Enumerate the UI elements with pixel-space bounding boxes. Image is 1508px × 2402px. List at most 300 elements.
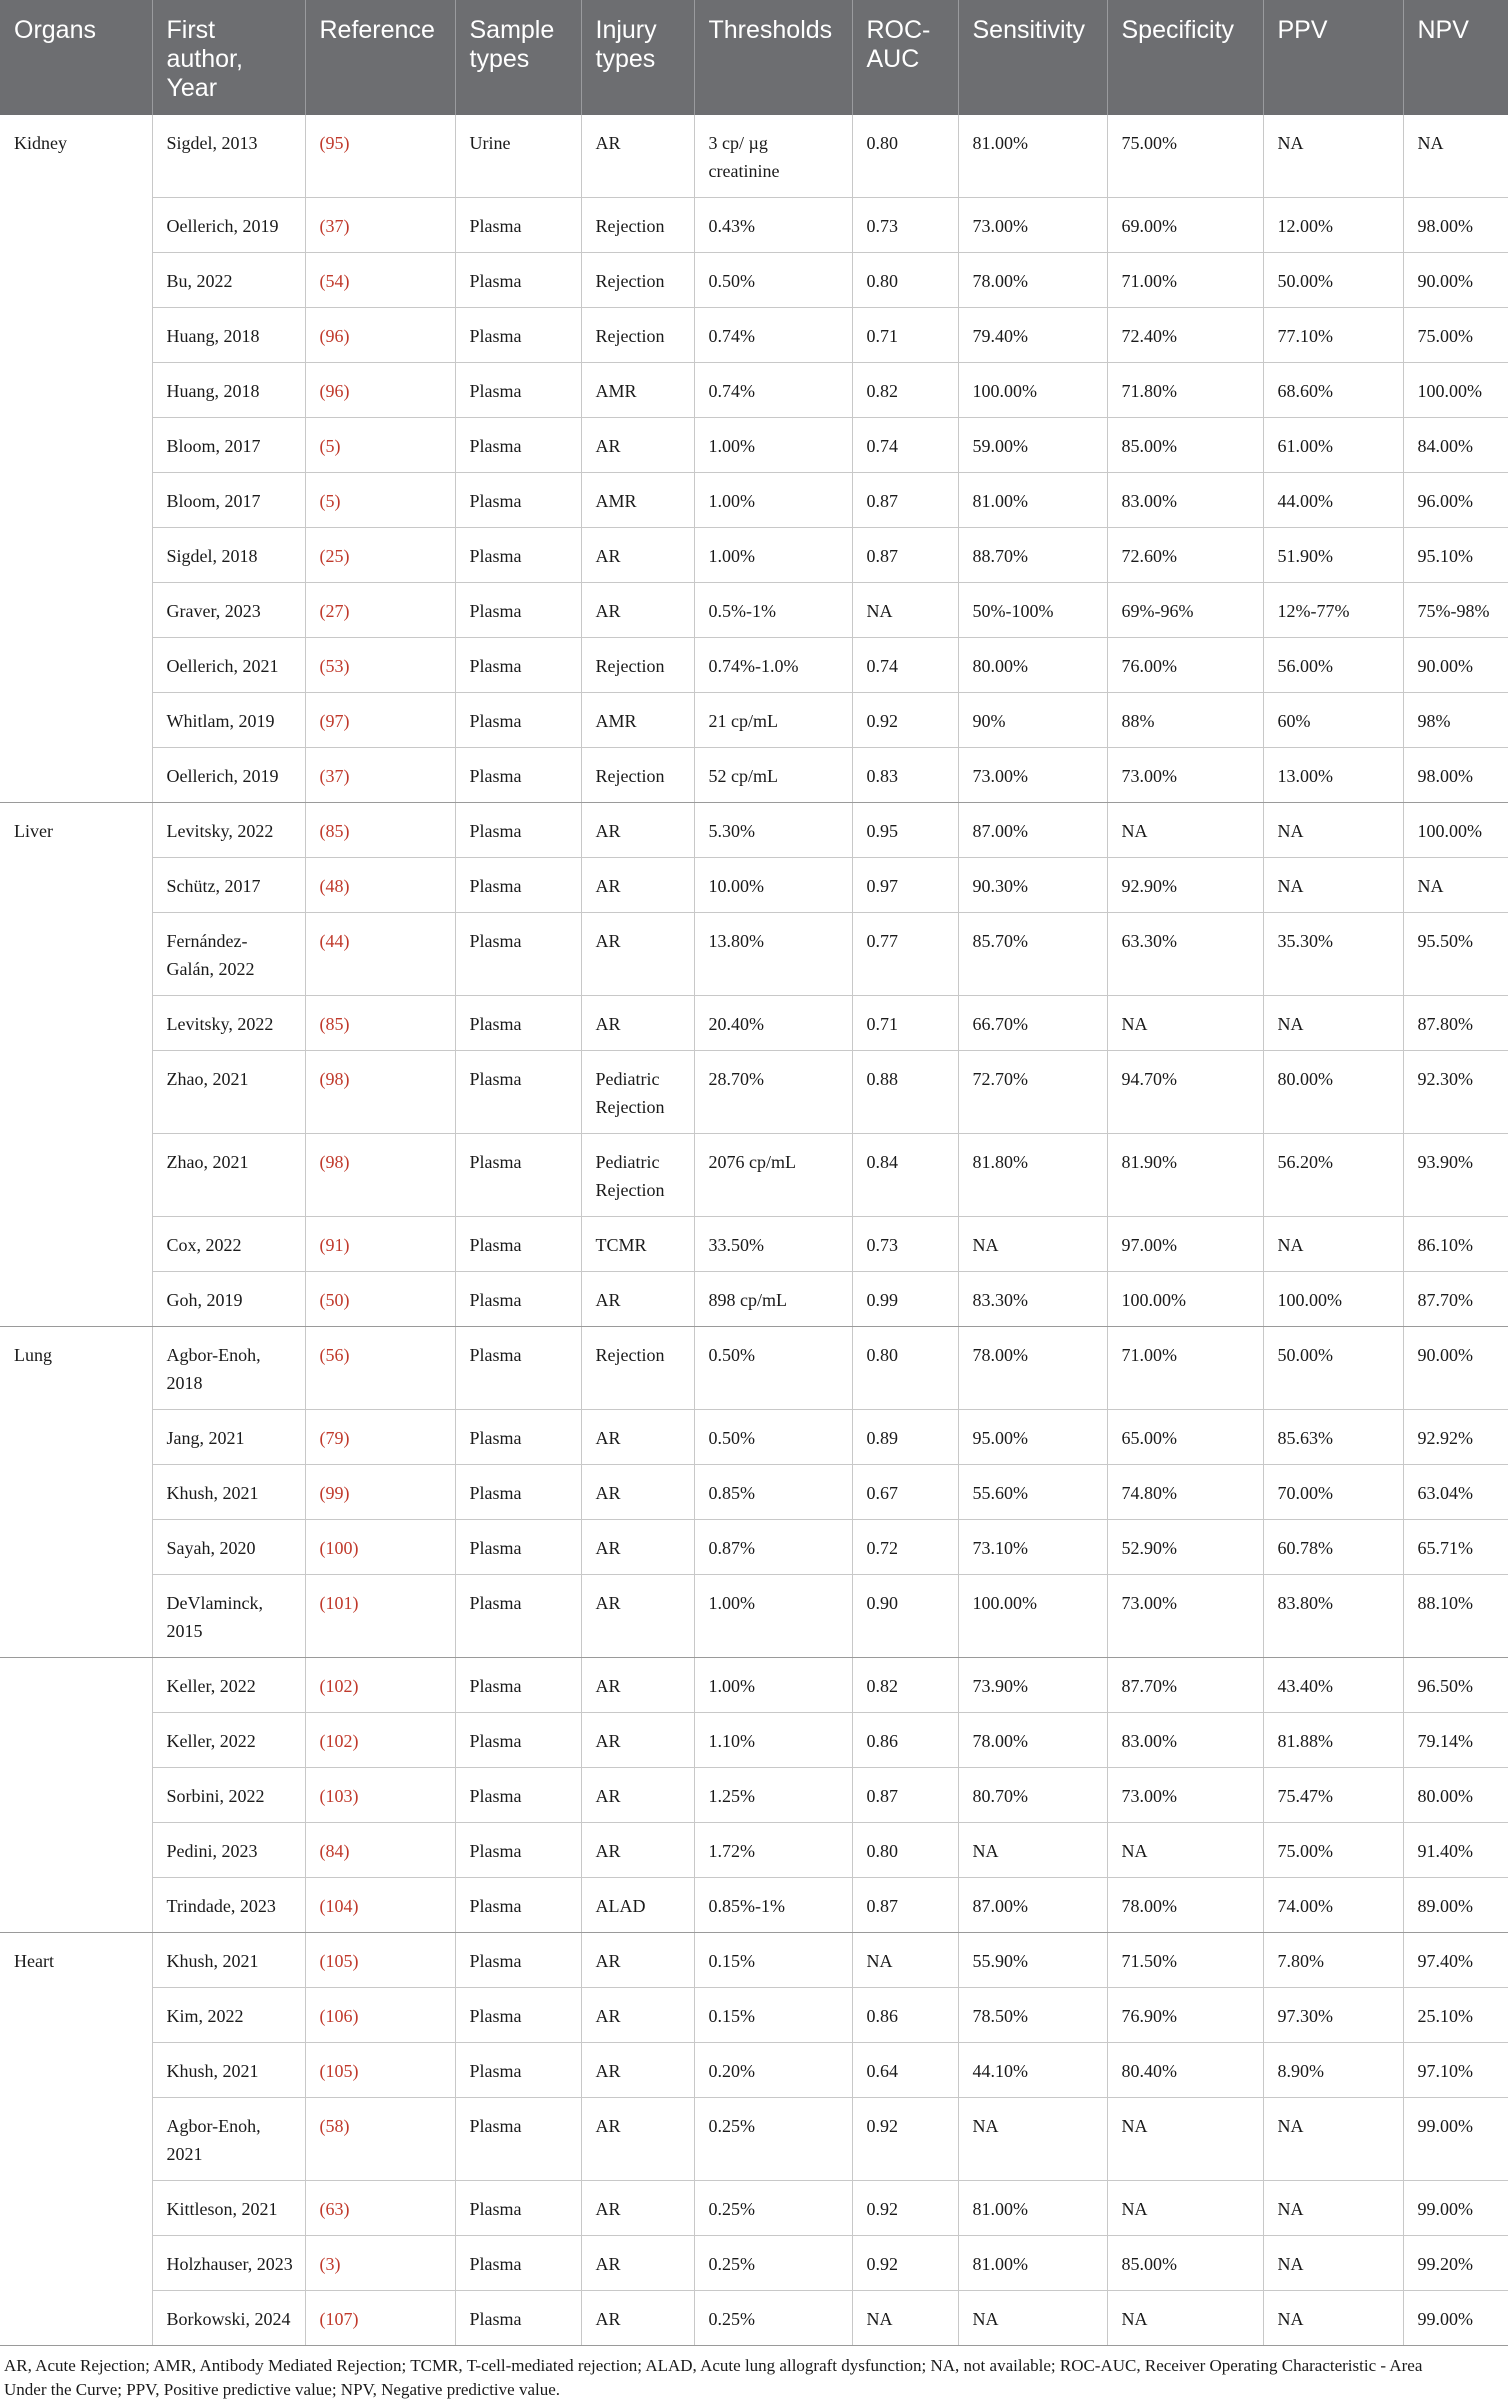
reference-cell: (84): [305, 1823, 455, 1878]
npv-cell: 25.10%: [1403, 1988, 1508, 2043]
specificity-cell: 76.90%: [1107, 1988, 1263, 2043]
sample-type-cell: Plasma: [455, 1575, 581, 1658]
ppv-cell: 70.00%: [1263, 1465, 1403, 1520]
reference-link[interactable]: 5: [325, 491, 335, 511]
threshold-cell: 0.20%: [694, 2043, 852, 2098]
reference-cell: (5): [305, 473, 455, 528]
specificity-cell: 63.30%: [1107, 913, 1263, 996]
sensitivity-cell: 100.00%: [958, 1575, 1107, 1658]
sensitivity-cell: 81.00%: [958, 2181, 1107, 2236]
injury-type-cell: Rejection: [581, 748, 694, 803]
threshold-cell: 0.43%: [694, 198, 852, 253]
reference-cell: (102): [305, 1713, 455, 1768]
npv-cell: 92.30%: [1403, 1051, 1508, 1134]
table-row: [0, 803, 1508, 858]
sample-type-cell: Plasma: [455, 913, 581, 996]
threshold-cell: 21 cp/mL: [694, 693, 852, 748]
specificity-cell: 94.70%: [1107, 1051, 1263, 1134]
ppv-cell: 51.90%: [1263, 528, 1403, 583]
sensitivity-cell: 73.00%: [958, 198, 1107, 253]
specificity-cell: NA: [1107, 2098, 1263, 2181]
sensitivity-cell: NA: [958, 2291, 1107, 2346]
reference-link[interactable]: 98: [325, 1152, 344, 1172]
specificity-cell: 72.60%: [1107, 528, 1263, 583]
first-author-cell: Bloom, 2017: [152, 473, 305, 528]
reference-cell: (25): [305, 528, 455, 583]
table-row: [0, 2043, 1508, 2098]
ppv-cell: 61.00%: [1263, 418, 1403, 473]
specificity-cell: 80.40%: [1107, 2043, 1263, 2098]
ppv-cell: 75.00%: [1263, 1823, 1403, 1878]
reference-cell: (91): [305, 1217, 455, 1272]
reference-link[interactable]: 37: [325, 216, 344, 236]
reference-cell: (106): [305, 1988, 455, 2043]
reference-cell: (27): [305, 583, 455, 638]
first-author-cell: Levitsky, 2022: [152, 803, 305, 858]
reference-link[interactable]: 106: [325, 2006, 353, 2026]
roc-auc-cell: 0.71: [852, 308, 958, 363]
roc-auc-cell: 0.95: [852, 803, 958, 858]
reference-cell: (103): [305, 1768, 455, 1823]
reference-link[interactable]: 98: [325, 1069, 344, 1089]
threshold-cell: 0.50%: [694, 253, 852, 308]
threshold-cell: 0.74%: [694, 363, 852, 418]
specificity-cell: 76.00%: [1107, 638, 1263, 693]
table-row: [0, 2098, 1508, 2181]
sensitivity-cell: 85.70%: [958, 913, 1107, 996]
npv-cell: NA: [1403, 858, 1508, 913]
table-row: [0, 115, 1508, 198]
sensitivity-cell: 73.00%: [958, 748, 1107, 803]
threshold-cell: 0.87%: [694, 1520, 852, 1575]
roc-auc-cell: 0.87: [852, 473, 958, 528]
reference-link[interactable]: 84: [325, 1841, 344, 1861]
roc-auc-cell: 0.80: [852, 1327, 958, 1410]
reference-link[interactable]: 107: [325, 2309, 353, 2329]
reference-cell: (58): [305, 2098, 455, 2181]
header-reference: Reference: [305, 0, 455, 115]
npv-cell: 79.14%: [1403, 1713, 1508, 1768]
first-author-cell: DeVlaminck, 2015: [152, 1575, 305, 1658]
header-sample-types: Sample types: [455, 0, 581, 115]
sample-type-cell: Plasma: [455, 1823, 581, 1878]
reference-cell: (5): [305, 418, 455, 473]
reference-link[interactable]: 25: [325, 546, 344, 566]
ppv-cell: NA: [1263, 2098, 1403, 2181]
injury-type-cell: AR: [581, 1272, 694, 1327]
npv-cell: 86.10%: [1403, 1217, 1508, 1272]
table-row: [0, 1410, 1508, 1465]
threshold-cell: 1.00%: [694, 1658, 852, 1713]
specificity-cell: 73.00%: [1107, 1768, 1263, 1823]
injury-type-cell: Pediatric Rejection: [581, 1051, 694, 1134]
table-row: [0, 638, 1508, 693]
reference-cell: (100): [305, 1520, 455, 1575]
reference-link[interactable]: 96: [325, 326, 344, 346]
table-row: [0, 1823, 1508, 1878]
reference-link[interactable]: 53: [325, 656, 344, 676]
reference-link[interactable]: 54: [325, 271, 344, 291]
roc-auc-cell: 0.99: [852, 1272, 958, 1327]
ppv-cell: 85.63%: [1263, 1410, 1403, 1465]
sample-type-cell: Plasma: [455, 308, 581, 363]
sample-type-cell: Plasma: [455, 1051, 581, 1134]
sample-type-cell: Plasma: [455, 1933, 581, 1988]
roc-auc-cell: 0.90: [852, 1575, 958, 1658]
table-row: [0, 1933, 1508, 1988]
first-author-cell: Levitsky, 2022: [152, 996, 305, 1051]
npv-cell: 89.00%: [1403, 1878, 1508, 1933]
reference-link[interactable]: 79: [325, 1428, 344, 1448]
first-author-cell: Sigdel, 2018: [152, 528, 305, 583]
specificity-cell: 71.00%: [1107, 253, 1263, 308]
sample-type-cell: Plasma: [455, 1327, 581, 1410]
reference-link[interactable]: 95: [325, 133, 344, 153]
first-author-cell: Khush, 2021: [152, 2043, 305, 2098]
first-author-cell: Keller, 2022: [152, 1658, 305, 1713]
reference-cell: (105): [305, 2043, 455, 2098]
injury-type-cell: AR: [581, 2181, 694, 2236]
ppv-cell: 56.00%: [1263, 638, 1403, 693]
ppv-cell: 97.30%: [1263, 1988, 1403, 2043]
sample-type-cell: Plasma: [455, 1878, 581, 1933]
first-author-cell: Sayah, 2020: [152, 1520, 305, 1575]
specificity-cell: 65.00%: [1107, 1410, 1263, 1465]
sensitivity-cell: 72.70%: [958, 1051, 1107, 1134]
reference-link[interactable]: 58: [325, 2116, 344, 2136]
threshold-cell: 898 cp/mL: [694, 1272, 852, 1327]
sample-type-cell: Plasma: [455, 1988, 581, 2043]
table-row: [0, 1272, 1508, 1327]
specificity-cell: 71.80%: [1107, 363, 1263, 418]
reference-link[interactable]: 27: [325, 601, 344, 621]
reference-link[interactable]: 100: [325, 1538, 353, 1558]
roc-auc-cell: 0.92: [852, 2098, 958, 2181]
threshold-cell: 1.10%: [694, 1713, 852, 1768]
first-author-cell: Oellerich, 2021: [152, 638, 305, 693]
ppv-cell: 100.00%: [1263, 1272, 1403, 1327]
sample-type-cell: Plasma: [455, 748, 581, 803]
npv-cell: 80.00%: [1403, 1768, 1508, 1823]
sensitivity-cell: 80.70%: [958, 1768, 1107, 1823]
table-row: [0, 1713, 1508, 1768]
table-row: [0, 996, 1508, 1051]
reference-cell: (50): [305, 1272, 455, 1327]
npv-cell: 84.00%: [1403, 418, 1508, 473]
header-roc-auc: ROC-AUC: [852, 0, 958, 115]
sensitivity-cell: 95.00%: [958, 1410, 1107, 1465]
reference-link[interactable]: 91: [325, 1235, 344, 1255]
reference-cell: (97): [305, 693, 455, 748]
ppv-cell: 74.00%: [1263, 1878, 1403, 1933]
specificity-cell: 75.00%: [1107, 115, 1263, 198]
organ-cell: Heart: [0, 1933, 152, 2346]
roc-auc-cell: 0.87: [852, 1878, 958, 1933]
roc-auc-cell: NA: [852, 2291, 958, 2346]
first-author-cell: Agbor-Enoh, 2018: [152, 1327, 305, 1410]
reference-link[interactable]: 105: [325, 1951, 353, 1971]
sample-type-cell: Plasma: [455, 2098, 581, 2181]
threshold-cell: 1.00%: [694, 1575, 852, 1658]
ppv-cell: 13.00%: [1263, 748, 1403, 803]
ppv-cell: 44.00%: [1263, 473, 1403, 528]
threshold-cell: 0.25%: [694, 2098, 852, 2181]
reference-cell: (37): [305, 748, 455, 803]
table-row: [0, 418, 1508, 473]
injury-type-cell: AR: [581, 2291, 694, 2346]
table-row: [0, 1768, 1508, 1823]
sensitivity-cell: NA: [958, 1217, 1107, 1272]
reference-cell: (104): [305, 1878, 455, 1933]
table-row: [0, 363, 1508, 418]
npv-cell: 90.00%: [1403, 1327, 1508, 1410]
injury-type-cell: AR: [581, 2043, 694, 2098]
table-row: [0, 1988, 1508, 2043]
sample-type-cell: Plasma: [455, 1658, 581, 1713]
ppv-cell: 35.30%: [1263, 913, 1403, 996]
reference-cell: (102): [305, 1658, 455, 1713]
roc-auc-cell: 0.92: [852, 693, 958, 748]
header-row: [0, 0, 1508, 115]
specificity-cell: 73.00%: [1107, 748, 1263, 803]
specificity-cell: NA: [1107, 2291, 1263, 2346]
threshold-cell: 52 cp/mL: [694, 748, 852, 803]
specificity-cell: 83.00%: [1107, 1713, 1263, 1768]
ppv-cell: 75.47%: [1263, 1768, 1403, 1823]
reference-cell: (54): [305, 253, 455, 308]
reference-link[interactable]: 48: [325, 876, 344, 896]
roc-auc-cell: 0.97: [852, 858, 958, 913]
sample-type-cell: Plasma: [455, 1520, 581, 1575]
roc-auc-cell: NA: [852, 583, 958, 638]
first-author-cell: Zhao, 2021: [152, 1051, 305, 1134]
specificity-cell: 52.90%: [1107, 1520, 1263, 1575]
npv-cell: 95.10%: [1403, 528, 1508, 583]
threshold-cell: 0.5%-1%: [694, 583, 852, 638]
reference-link[interactable]: 96: [325, 381, 344, 401]
table-row: [0, 748, 1508, 803]
reference-link[interactable]: 85: [325, 821, 344, 841]
first-author-cell: Kittleson, 2021: [152, 2181, 305, 2236]
sensitivity-cell: 66.70%: [958, 996, 1107, 1051]
table-row: [0, 198, 1508, 253]
injury-type-cell: Rejection: [581, 198, 694, 253]
specificity-cell: 83.00%: [1107, 473, 1263, 528]
reference-link[interactable]: 105: [325, 2061, 353, 2081]
reference-link[interactable]: 104: [325, 1896, 353, 1916]
roc-auc-cell: 0.67: [852, 1465, 958, 1520]
ppv-cell: 60.78%: [1263, 1520, 1403, 1575]
reference-link[interactable]: 102: [325, 1676, 353, 1696]
sample-type-cell: Plasma: [455, 638, 581, 693]
npv-cell: 99.00%: [1403, 2291, 1508, 2346]
threshold-cell: 1.00%: [694, 418, 852, 473]
roc-auc-cell: 0.71: [852, 996, 958, 1051]
sample-type-cell: Plasma: [455, 528, 581, 583]
roc-auc-cell: 0.86: [852, 1713, 958, 1768]
reference-link[interactable]: 63: [325, 2199, 344, 2219]
sensitivity-cell: 81.00%: [958, 473, 1107, 528]
npv-cell: 63.04%: [1403, 1465, 1508, 1520]
injury-type-cell: AR: [581, 1713, 694, 1768]
first-author-cell: Sorbini, 2022: [152, 1768, 305, 1823]
threshold-cell: 0.74%: [694, 308, 852, 363]
table-row: [0, 1465, 1508, 1520]
injury-type-cell: AMR: [581, 693, 694, 748]
sensitivity-cell: 80.00%: [958, 638, 1107, 693]
threshold-cell: 1.72%: [694, 1823, 852, 1878]
sample-type-cell: Urine: [455, 115, 581, 198]
header-specificity: Specificity: [1107, 0, 1263, 115]
reference-cell: (96): [305, 363, 455, 418]
injury-type-cell: AR: [581, 1575, 694, 1658]
reference-cell: (107): [305, 2291, 455, 2346]
sample-type-cell: Plasma: [455, 583, 581, 638]
npv-cell: 87.70%: [1403, 1272, 1508, 1327]
first-author-cell: Huang, 2018: [152, 308, 305, 363]
specificity-cell: 71.00%: [1107, 1327, 1263, 1410]
ppv-cell: 43.40%: [1263, 1658, 1403, 1713]
reference-link[interactable]: 37: [325, 766, 344, 786]
threshold-cell: 0.85%: [694, 1465, 852, 1520]
npv-cell: 91.40%: [1403, 1823, 1508, 1878]
header-organs: Organs: [0, 0, 152, 115]
first-author-cell: Oellerich, 2019: [152, 748, 305, 803]
threshold-cell: 33.50%: [694, 1217, 852, 1272]
ppv-cell: 60%: [1263, 693, 1403, 748]
specificity-cell: 73.00%: [1107, 1575, 1263, 1658]
threshold-cell: 5.30%: [694, 803, 852, 858]
threshold-cell: 0.25%: [694, 2291, 852, 2346]
roc-auc-cell: 0.83: [852, 748, 958, 803]
sensitivity-cell: 78.00%: [958, 1327, 1107, 1410]
sensitivity-cell: 87.00%: [958, 803, 1107, 858]
sample-type-cell: Plasma: [455, 1410, 581, 1465]
npv-cell: 93.90%: [1403, 1134, 1508, 1217]
sensitivity-cell: 59.00%: [958, 418, 1107, 473]
reference-link[interactable]: 50: [325, 1290, 344, 1310]
table-row: [0, 1051, 1508, 1134]
first-author-cell: Jang, 2021: [152, 1410, 305, 1465]
first-author-cell: Oellerich, 2019: [152, 198, 305, 253]
injury-type-cell: AR: [581, 1823, 694, 1878]
injury-type-cell: AR: [581, 1658, 694, 1713]
roc-auc-cell: 0.80: [852, 253, 958, 308]
sample-type-cell: Plasma: [455, 363, 581, 418]
ppv-cell: 68.60%: [1263, 363, 1403, 418]
ppv-cell: NA: [1263, 115, 1403, 198]
npv-cell: 96.50%: [1403, 1658, 1508, 1713]
sample-type-cell: Plasma: [455, 1217, 581, 1272]
sensitivity-cell: NA: [958, 2098, 1107, 2181]
header-sensitivity: Sensitivity: [958, 0, 1107, 115]
specificity-cell: 71.50%: [1107, 1933, 1263, 1988]
roc-auc-cell: 0.92: [852, 2181, 958, 2236]
first-author-cell: Goh, 2019: [152, 1272, 305, 1327]
specificity-cell: NA: [1107, 996, 1263, 1051]
sample-type-cell: Plasma: [455, 803, 581, 858]
reference-link[interactable]: 5: [325, 436, 335, 456]
table-row: [0, 2291, 1508, 2346]
reference-cell: (44): [305, 913, 455, 996]
reference-link[interactable]: 56: [325, 1345, 344, 1365]
threshold-cell: 1.00%: [694, 473, 852, 528]
threshold-cell: 0.15%: [694, 1988, 852, 2043]
first-author-cell: Fernández-Galán, 2022: [152, 913, 305, 996]
injury-type-cell: AR: [581, 115, 694, 198]
table-row: [0, 1217, 1508, 1272]
threshold-cell: 20.40%: [694, 996, 852, 1051]
reference-link[interactable]: 102: [325, 1731, 353, 1751]
specificity-cell: 88%: [1107, 693, 1263, 748]
sensitivity-cell: NA: [958, 1823, 1107, 1878]
injury-type-cell: AMR: [581, 473, 694, 528]
ppv-cell: 80.00%: [1263, 1051, 1403, 1134]
sample-type-cell: Plasma: [455, 2236, 581, 2291]
injury-type-cell: AR: [581, 1988, 694, 2043]
sensitivity-cell: 81.00%: [958, 115, 1107, 198]
sensitivity-cell: 79.40%: [958, 308, 1107, 363]
sensitivity-cell: 81.00%: [958, 2236, 1107, 2291]
npv-cell: 98.00%: [1403, 198, 1508, 253]
reference-cell: (98): [305, 1051, 455, 1134]
roc-auc-cell: 0.73: [852, 1217, 958, 1272]
npv-cell: 98%: [1403, 693, 1508, 748]
reference-cell: (85): [305, 996, 455, 1051]
reference-link[interactable]: 44: [325, 931, 344, 951]
injury-type-cell: Rejection: [581, 1327, 694, 1410]
reference-link[interactable]: 97: [325, 711, 344, 731]
sensitivity-cell: 90.30%: [958, 858, 1107, 913]
table-row: [0, 1878, 1508, 1933]
npv-cell: 98.00%: [1403, 748, 1508, 803]
reference-cell: (98): [305, 1134, 455, 1217]
reference-link[interactable]: 103: [325, 1786, 353, 1806]
npv-cell: 99.00%: [1403, 2181, 1508, 2236]
organ-cell: [0, 1658, 152, 1933]
reference-link[interactable]: 3: [325, 2254, 335, 2274]
table-row: [0, 308, 1508, 363]
npv-cell: 97.40%: [1403, 1933, 1508, 1988]
first-author-cell: Keller, 2022: [152, 1713, 305, 1768]
reference-link[interactable]: 99: [325, 1483, 344, 1503]
reference-cell: (79): [305, 1410, 455, 1465]
reference-link[interactable]: 85: [325, 1014, 344, 1034]
specificity-cell: NA: [1107, 1823, 1263, 1878]
specificity-cell: 81.90%: [1107, 1134, 1263, 1217]
first-author-cell: Pedini, 2023: [152, 1823, 305, 1878]
npv-cell: 92.92%: [1403, 1410, 1508, 1465]
table-row: [0, 913, 1508, 996]
reference-cell: (3): [305, 2236, 455, 2291]
sample-type-cell: Plasma: [455, 1272, 581, 1327]
roc-auc-cell: 0.92: [852, 2236, 958, 2291]
first-author-cell: Cox, 2022: [152, 1217, 305, 1272]
threshold-cell: 2076 cp/mL: [694, 1134, 852, 1217]
sensitivity-cell: 73.90%: [958, 1658, 1107, 1713]
injury-type-cell: TCMR: [581, 1217, 694, 1272]
npv-cell: 90.00%: [1403, 638, 1508, 693]
reference-link[interactable]: 101: [325, 1593, 353, 1613]
sample-type-cell: Plasma: [455, 2181, 581, 2236]
sample-type-cell: Plasma: [455, 473, 581, 528]
roc-auc-cell: 0.89: [852, 1410, 958, 1465]
injury-type-cell: AR: [581, 1410, 694, 1465]
reference-cell: (105): [305, 1933, 455, 1988]
npv-cell: 75.00%: [1403, 308, 1508, 363]
sample-type-cell: Plasma: [455, 253, 581, 308]
first-author-cell: Bu, 2022: [152, 253, 305, 308]
